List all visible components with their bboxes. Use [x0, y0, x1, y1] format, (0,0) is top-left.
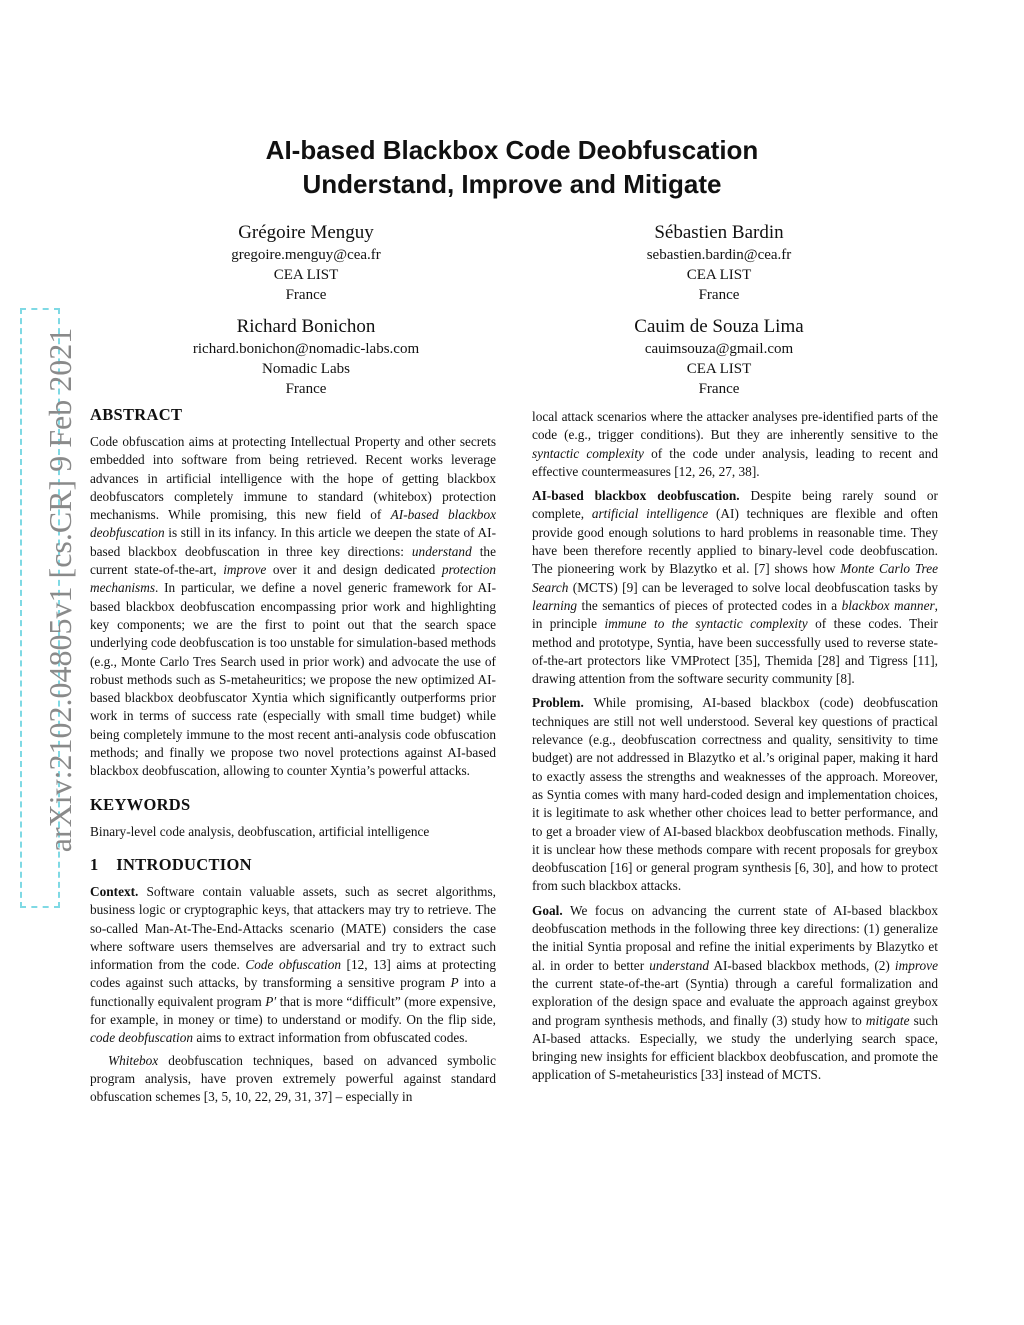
ai-blackbox-paragraph: AI-based blackbox deobfuscation. Despite being rarely sound or complete, artificial intelligence (AI) techniques are flexible and often provide good enough solutions to hard problems in reasonable time. They have been therefore recently applied to binary-level code deobfuscation. The pioneering work by Blazytko et al. [7] shows how Monte Carlo Tree Search (MCTS) [9] can be leveraged to solve local deobfuscation tasks by learning the semantics of pieces of protected codes in a blackbox manner, in principle immune to the syntactic complexity of these codes. Their method and prototype, Syntia, have been successfully used to reverse state-of-the-art protectors like VMProtect [35], Themida [28] and Tigress [11], drawing attention from the software security community [8]. — [532, 488, 939, 687]
author-email: cauimsouza@gmail.com — [644, 341, 794, 357]
author-country: France — [698, 287, 740, 303]
author-name: Richard Bonichon — [236, 316, 376, 337]
intro-heading: 1 INTRODUCTION — [90, 854, 252, 874]
author-block-4 — [549, 315, 889, 399]
title-line-2: Understand, Improve and Mitigate — [302, 169, 722, 199]
author-name: Cauim de Souza Lima — [634, 316, 804, 337]
title-line-1: AI-based Blackbox Code Deobfuscation — [265, 135, 759, 165]
author-block-2 — [549, 221, 889, 305]
author-name: Grégoire Menguy — [238, 222, 374, 243]
abstract-heading: ABSTRACT — [90, 405, 183, 424]
abstract-text: Code obfuscation aims at protecting Intellectual Property and other secrets embedded into software from being retrieved. Recent works leverage advances in artificial intelligence with the hope of getting blackbox deobfuscators completely immune to standard (whitebox) protection mechanisms. While promising, this new field of AI-based blackbox deobfuscation is still in its infancy. In this article we deepen the state of AI-based blackbox deobfuscation in three key directions: understand the current state-of-the-art, improve over it and design dedicated protection mechanisms. In particular, we define a novel generic framework for AI-based blackbox deobfuscation encompassing prior work and highlighting key components; we are the first to point out that the search space underlying code deobfuscation is too unstable for simulation-based methods (e.g., Monte Carlo Tres Search used in prior work) and advocate the use of robust methods such as S-metaheuritics; we propose the new optimized AI-based blackbox deobfuscator Xyntia which significantly outperforms prior work in terms of success rate (especially with small time budget) while being completely immune to the most recent anti-analysis code obfuscation methods; and finally we propose two novel protections against AI-based blackbox deobfuscation, allowing to counter Xyntia’s powerful attacks. — [90, 434, 496, 779]
keywords-heading: KEYWORDS — [90, 794, 191, 814]
context-paragraph: Context. Software contain valuable assets, such as secret algorithms, business logic or cryptographic keys, that attackers may try to retrieve. The so-called Man-At-The-End-Attacks scenario (MATE) considers the case where software users themselves are adversarial and try to extract such information from the code. Code obfuscation [12, 13] aims at protecting codes against such attacks, by transforming a sensitive program P into a functionally equivalent program P′ that is more “difficult” (more expensive, for example, in money or time) to understand or modify. On the flip side, code deobfuscation aims to extract information from obfuscated codes. — [90, 883, 496, 1046]
author-block-1 — [136, 221, 476, 305]
author-country: France — [285, 381, 327, 397]
author-affiliation: CEA LIST — [273, 267, 339, 283]
right-column — [532, 408, 938, 1091]
author-affiliation: Nomadic Labs — [262, 361, 350, 377]
left-column — [90, 405, 496, 1113]
author-affiliation: CEA LIST — [686, 267, 752, 283]
problem-paragraph: Problem. While promising, AI-based blackbox (code) deobfuscation techniques are still not well understood. Several key questions of practical relevance (e.g., deobfuscation correctness and quality, sensitivity to time budget) are not addressed in Blazytko et al.’s original paper, making it hard to exactly assess the strengths and weaknesses of the approach. Moreover, as Syntia comes with many hard-coded design and implementation choices, it is legitimate to ask whether other choices lead to better performance, and to get a broader view of AI-based blackbox deobfuscation methods. Finally, it is unclear how these methods compare with recent proposals for greybox deobfuscation [16] or general program synthesis [6, 30], and how to protect from such blackbox attacks. — [532, 695, 938, 894]
author-country: France — [698, 381, 740, 397]
author-email: sebastien.bardin@cea.fr — [646, 247, 792, 263]
author-block-3 — [136, 315, 476, 399]
author-country: France — [285, 287, 327, 303]
goal-paragraph: Goal. We focus on advancing the current state of AI-based blackbox deobfuscation methods in the following three key directions: (1) generalize the initial Syntia proposal and refine the initial experiments by Blazytko et al. in order to better understand AI-based blackbox methods, (2) improve the current state-of-the-art (Syntia) through a careful formalization and exploration of the design space and evaluate the approach against greybox and program synthesis methods, and finally (3) study how to mitigate such AI-based attacks. Especially, we study the underlying search space, bringing new insights for efficient blackbox deobfuscation, and promote the application of S-metaheuristics [33] instead of MCTS. — [532, 902, 938, 1083]
author-affiliation: CEA LIST — [686, 361, 752, 377]
whitebox-paragraph: Whitebox deobfuscation techniques, based on advanced symbolic program analysis, have proven extremely powerful against standard obfuscation schemes [3, 5, 10, 22, 29, 31, 37] – especially in — [90, 1052, 496, 1105]
author-name: Sébastien Bardin — [654, 222, 784, 243]
author-email: gregoire.menguy@cea.fr — [231, 247, 381, 263]
keywords-text: Binary-level code analysis, deobfuscation, artificial intelligence — [90, 823, 430, 839]
author-email: richard.bonichon@nomadic-labs.com — [192, 341, 420, 357]
paper-title — [0, 133, 1024, 201]
continuation-paragraph: local attack scenarios where the attacker analyses pre-identified parts of the code (e.g., trigger conditions). But they are inherently sensitive to the syntactic complexity of the code under analysis, leading to recent and effective countermeasures [12, 26, 27, 38]. — [532, 409, 938, 479]
arxiv-stamp: arXiv:2102.04805v1 [cs.CR] 9 Feb 2021 — [42, 327, 78, 853]
